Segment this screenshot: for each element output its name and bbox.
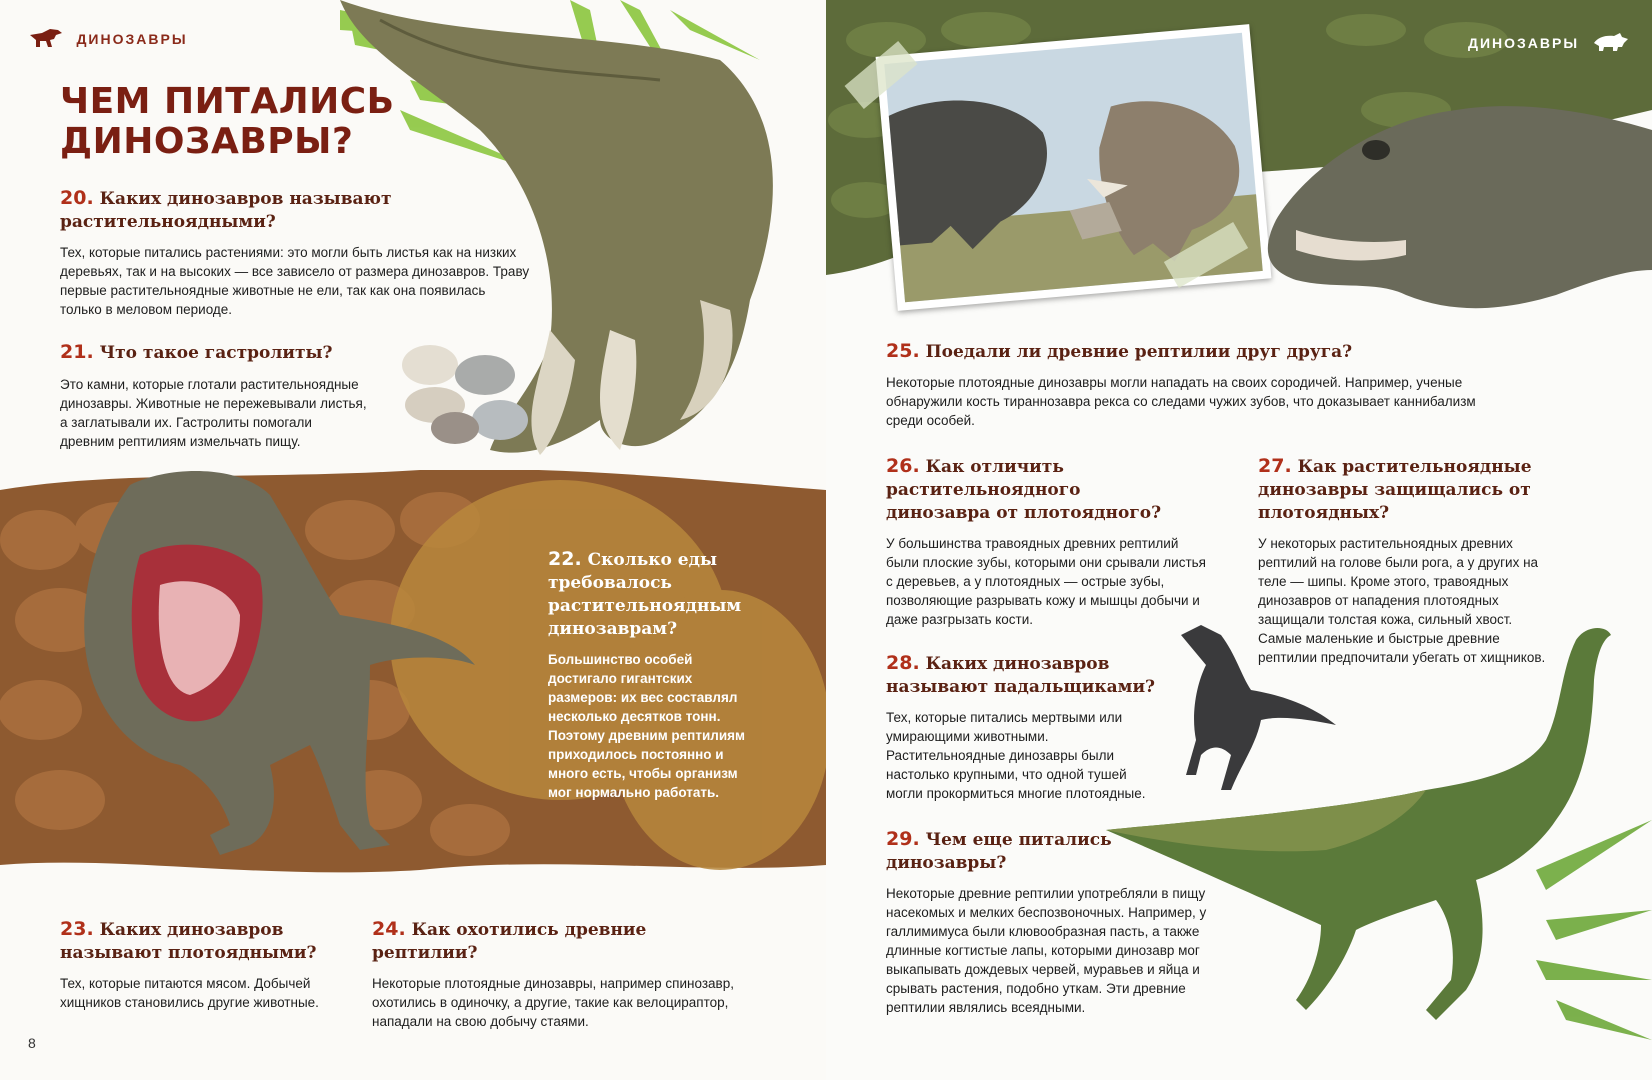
right-page: [826, 0, 1652, 1080]
trex-illustration: [70, 465, 490, 890]
question-28-title: 28. Каких динозавров называют падальщиками?: [886, 652, 1156, 697]
page-number: 8: [28, 1035, 36, 1051]
question-25-text: Некоторые плотоядные динозавры могли нападать на своих сородичей. Например, ученые обнаружили кость тираннозавра рекса со следами чужих зубов, что доказывает каннибализм среди особей.: [886, 375, 1476, 428]
question-27-text: У некоторых растительноядных древних рептилий на голове были рога, а у других на теле — шипы. Кроме этого, травоядных динозавров от нападения плотоядных защищали толстая кожа, сильный хвост. Самые маленькие и быстрые древние рептилии предпочитали убегать от хищников.: [1258, 536, 1546, 665]
question-29: [886, 828, 1236, 1017]
header-section-label: ДИНОЗАВРЫ: [1468, 35, 1580, 51]
trex-silhouette-icon: [28, 27, 66, 54]
question-20-text: Тех, которые питались растениями: это могли быть листья как на низких деревьях, так и на высоких — все зависело от размера динозавров. Траву первые растительноядные животные не ели, так как она появилась только в меловом периоде.: [60, 245, 530, 317]
question-20: [60, 187, 530, 319]
page-title: ЧЕМ ПИТАЛИСЬ ДИНОЗАВРЫ?: [60, 81, 395, 162]
header-right: [1468, 31, 1630, 58]
question-20-title: 20. Каких динозавров называют растительноядными?: [60, 187, 392, 232]
question-21-title: 21. Что такое гастролиты?: [60, 341, 333, 363]
question-23-text: Тех, которые питаются мясом. Добычей хищников становились другие животные.: [60, 976, 319, 1010]
question-26-title: 26. Как отличить растительноядного динозавра от плотоядного?: [886, 455, 1162, 523]
question-28-text: Тех, которые питались мертвыми или умирающими животными. Растительноядные динозавры были настолько крупными, что одной тушей могли прокормиться многие плотоядные.: [886, 710, 1146, 801]
question-27-title: 27. Как растительноядные динозавры защищались от плотоядных?: [1258, 455, 1532, 523]
question-26: [886, 455, 1226, 629]
question-25: [886, 340, 1526, 430]
question-23: [60, 918, 330, 1012]
question-24: [372, 918, 752, 1031]
header-section-label: ДИНОЗАВРЫ: [76, 31, 188, 47]
sauropod-head-illustration: [1256, 80, 1652, 320]
question-23-title: 23. Каких динозавров называют плотоядными?: [60, 918, 317, 963]
gastrolith-stones-illustration: [400, 340, 550, 450]
question-22: [548, 548, 768, 802]
question-22-title: 22. Сколько еды требовалось растительноядным динозаврам?: [548, 548, 742, 639]
question-24-text: Некоторые плотоядные динозавры, например спинозавр, охотились в одиночку, а другие, такие как велоцираптор, нападали на свою добычу стаями.: [372, 976, 734, 1029]
question-22-text: Большинство особей достигало гигантских размеров: их вес составлял несколько десятков тонн. Поэтому древним рептилиям приходилось постоянно и много есть, чтобы организм мог нормально работать.: [548, 652, 745, 800]
question-24-title: 24. Как охотились древние рептилии?: [372, 918, 647, 963]
question-21: [60, 341, 390, 451]
question-29-title: 29. Чем еще питались динозавры?: [886, 828, 1112, 873]
question-29-text: Некоторые древние рептилии употребляли в пищу насекомых и мелких беспозвоночных. Например, у галлимимуса были клювообразная пасть, а также длинные когтистые лапы, которыми динозавр мог выкапывать дождевых червей, муравьев и яйца и срывать растения, подобно уткам. Эти древние рептилии являлись всеядными.: [886, 886, 1207, 1015]
triceratops-silhouette-icon: [1590, 31, 1630, 58]
question-21-text: Это камни, которые глотали растительноядные динозавры. Животные не пережевывали листья, а заглатывали их. Гастролиты помогали древним рептилиям измельчать пищу.: [60, 377, 367, 449]
question-26-text: У большинства травоядных древних рептилий были плоские зубы, которыми они срывали листья с деревьев, а у плотоядных — острые зубы, позволяющие разрывать кожу и мышцы добычи и даже разгрызать кости.: [886, 536, 1206, 627]
header-left: [28, 27, 188, 54]
question-25-title: 25. Поедали ли древние рептилии друг друга?: [886, 340, 1353, 362]
